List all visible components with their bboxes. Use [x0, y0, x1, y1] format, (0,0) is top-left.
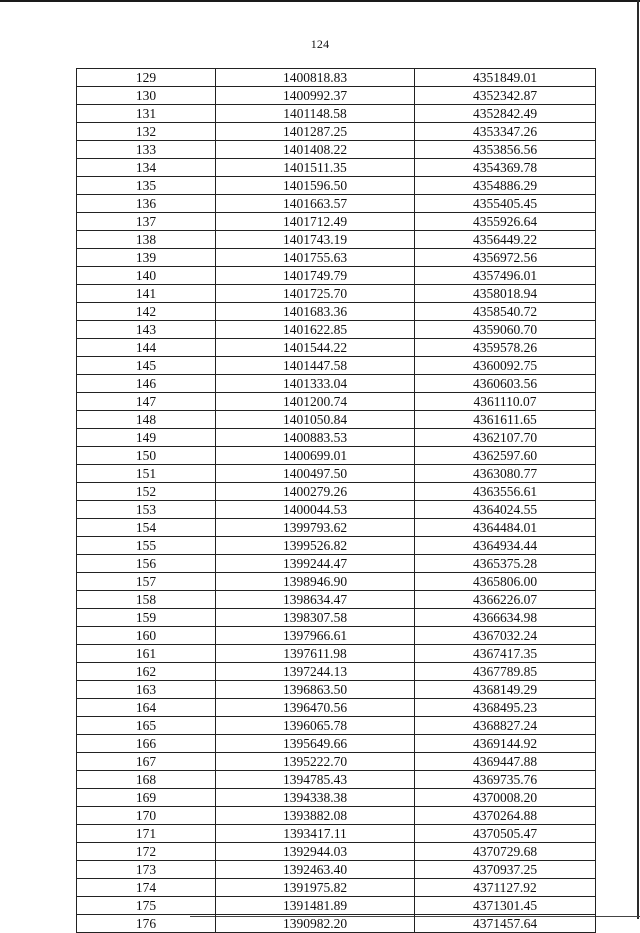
y-coordinate-cell: 4371457.64 [415, 915, 596, 933]
table-row [77, 609, 596, 627]
table-row [77, 213, 596, 231]
y-coordinate-cell: 4366226.07 [415, 591, 596, 609]
y-coordinate-cell: 4370264.88 [415, 807, 596, 825]
y-coordinate-cell: 4362597.60 [415, 447, 596, 465]
point-number-cell: 130 [77, 87, 216, 105]
y-coordinate-cell: 4367417.35 [415, 645, 596, 663]
x-coordinate-cell: 1401683.36 [216, 303, 415, 321]
x-coordinate-cell: 1401148.58 [216, 105, 415, 123]
scan-edge-top [0, 0, 640, 2]
x-coordinate-cell: 1398634.47 [216, 591, 415, 609]
table-row [77, 627, 596, 645]
y-coordinate-cell: 4358540.72 [415, 303, 596, 321]
table-row [77, 231, 596, 249]
table-row [77, 573, 596, 591]
y-coordinate-cell: 4367789.85 [415, 663, 596, 681]
point-number-cell: 156 [77, 555, 216, 573]
table-row [77, 681, 596, 699]
y-coordinate-cell: 4360092.75 [415, 357, 596, 375]
table-row [77, 357, 596, 375]
table-row [77, 753, 596, 771]
x-coordinate-cell: 1392944.03 [216, 843, 415, 861]
y-coordinate-cell: 4363080.77 [415, 465, 596, 483]
x-coordinate-cell: 1401755.63 [216, 249, 415, 267]
point-number-cell: 159 [77, 609, 216, 627]
table-row [77, 915, 596, 933]
y-coordinate-cell: 4362107.70 [415, 429, 596, 447]
x-coordinate-cell: 1401200.74 [216, 393, 415, 411]
y-coordinate-cell: 4365375.28 [415, 555, 596, 573]
x-coordinate-cell: 1391481.89 [216, 897, 415, 915]
y-coordinate-cell: 4361611.65 [415, 411, 596, 429]
point-number-cell: 135 [77, 177, 216, 195]
point-number-cell: 149 [77, 429, 216, 447]
y-coordinate-cell: 4368149.29 [415, 681, 596, 699]
point-number-cell: 176 [77, 915, 216, 933]
point-number-cell: 171 [77, 825, 216, 843]
y-coordinate-cell: 4353347.26 [415, 123, 596, 141]
table-row [77, 195, 596, 213]
point-number-cell: 147 [77, 393, 216, 411]
table-row [77, 69, 596, 87]
x-coordinate-cell: 1396470.56 [216, 699, 415, 717]
scan-edge-right [637, 0, 639, 919]
y-coordinate-cell: 4364934.44 [415, 537, 596, 555]
table-row [77, 645, 596, 663]
x-coordinate-cell: 1397244.13 [216, 663, 415, 681]
point-number-cell: 134 [77, 159, 216, 177]
table-row [77, 771, 596, 789]
table-row [77, 843, 596, 861]
point-number-cell: 143 [77, 321, 216, 339]
table-row [77, 717, 596, 735]
point-number-cell: 172 [77, 843, 216, 861]
coordinates-table-body [77, 69, 596, 933]
table-row [77, 789, 596, 807]
x-coordinate-cell: 1394338.38 [216, 789, 415, 807]
point-number-cell: 158 [77, 591, 216, 609]
point-number-cell: 161 [77, 645, 216, 663]
table-row [77, 339, 596, 357]
point-number-cell: 144 [77, 339, 216, 357]
y-coordinate-cell: 4370505.47 [415, 825, 596, 843]
x-coordinate-cell: 1400699.01 [216, 447, 415, 465]
y-coordinate-cell: 4364024.55 [415, 501, 596, 519]
x-coordinate-cell: 1401749.79 [216, 267, 415, 285]
y-coordinate-cell: 4354369.78 [415, 159, 596, 177]
point-number-cell: 140 [77, 267, 216, 285]
point-number-cell: 141 [77, 285, 216, 303]
point-number-cell: 137 [77, 213, 216, 231]
x-coordinate-cell: 1400883.53 [216, 429, 415, 447]
table-row [77, 141, 596, 159]
x-coordinate-cell: 1401333.04 [216, 375, 415, 393]
table-row [77, 663, 596, 681]
table-row [77, 825, 596, 843]
point-number-cell: 167 [77, 753, 216, 771]
y-coordinate-cell: 4369144.92 [415, 735, 596, 753]
x-coordinate-cell: 1401447.58 [216, 357, 415, 375]
table-row [77, 465, 596, 483]
point-number-cell: 152 [77, 483, 216, 501]
x-coordinate-cell: 1396065.78 [216, 717, 415, 735]
table-row [77, 897, 596, 915]
table-row [77, 861, 596, 879]
y-coordinate-cell: 4368495.23 [415, 699, 596, 717]
x-coordinate-cell: 1391975.82 [216, 879, 415, 897]
x-coordinate-cell: 1401712.49 [216, 213, 415, 231]
y-coordinate-cell: 4364484.01 [415, 519, 596, 537]
table-row [77, 501, 596, 519]
y-coordinate-cell: 4371301.45 [415, 897, 596, 915]
x-coordinate-cell: 1400497.50 [216, 465, 415, 483]
table-row [77, 87, 596, 105]
x-coordinate-cell: 1395649.66 [216, 735, 415, 753]
table-row [77, 591, 596, 609]
y-coordinate-cell: 4359060.70 [415, 321, 596, 339]
x-coordinate-cell: 1399244.47 [216, 555, 415, 573]
y-coordinate-cell: 4369735.76 [415, 771, 596, 789]
page-number: 124 [310, 37, 330, 51]
y-coordinate-cell: 4355926.64 [415, 213, 596, 231]
x-coordinate-cell: 1399526.82 [216, 537, 415, 555]
table-row [77, 807, 596, 825]
x-coordinate-cell: 1394785.43 [216, 771, 415, 789]
y-coordinate-cell: 4365806.00 [415, 573, 596, 591]
y-coordinate-cell: 4352342.87 [415, 87, 596, 105]
x-coordinate-cell: 1401663.57 [216, 195, 415, 213]
x-coordinate-cell: 1393417.11 [216, 825, 415, 843]
x-coordinate-cell: 1397611.98 [216, 645, 415, 663]
x-coordinate-cell: 1401743.19 [216, 231, 415, 249]
point-number-cell: 175 [77, 897, 216, 915]
y-coordinate-cell: 4370937.25 [415, 861, 596, 879]
x-coordinate-cell: 1401596.50 [216, 177, 415, 195]
table-row [77, 105, 596, 123]
x-coordinate-cell: 1397966.61 [216, 627, 415, 645]
x-coordinate-cell: 1400279.26 [216, 483, 415, 501]
x-coordinate-cell: 1395222.70 [216, 753, 415, 771]
y-coordinate-cell: 4356972.56 [415, 249, 596, 267]
x-coordinate-cell: 1401050.84 [216, 411, 415, 429]
point-number-cell: 136 [77, 195, 216, 213]
point-number-cell: 174 [77, 879, 216, 897]
point-number-cell: 131 [77, 105, 216, 123]
table-row [77, 879, 596, 897]
y-coordinate-cell: 4360603.56 [415, 375, 596, 393]
table-row [77, 393, 596, 411]
point-number-cell: 146 [77, 375, 216, 393]
x-coordinate-cell: 1401511.35 [216, 159, 415, 177]
table-row [77, 123, 596, 141]
x-coordinate-cell: 1401622.85 [216, 321, 415, 339]
x-coordinate-cell: 1400992.37 [216, 87, 415, 105]
point-number-cell: 132 [77, 123, 216, 141]
point-number-cell: 168 [77, 771, 216, 789]
y-coordinate-cell: 4370729.68 [415, 843, 596, 861]
y-coordinate-cell: 4351849.01 [415, 69, 596, 87]
point-number-cell: 173 [77, 861, 216, 879]
point-number-cell: 169 [77, 789, 216, 807]
point-number-cell: 170 [77, 807, 216, 825]
x-coordinate-cell: 1398307.58 [216, 609, 415, 627]
table-row [77, 447, 596, 465]
table-row [77, 411, 596, 429]
table-row [77, 519, 596, 537]
table-row [77, 375, 596, 393]
y-coordinate-cell: 4370008.20 [415, 789, 596, 807]
x-coordinate-cell: 1392463.40 [216, 861, 415, 879]
table-row [77, 159, 596, 177]
y-coordinate-cell: 4368827.24 [415, 717, 596, 735]
x-coordinate-cell: 1401544.22 [216, 339, 415, 357]
point-number-cell: 142 [77, 303, 216, 321]
point-number-cell: 129 [77, 69, 216, 87]
y-coordinate-cell: 4366634.98 [415, 609, 596, 627]
y-coordinate-cell: 4359578.26 [415, 339, 596, 357]
point-number-cell: 155 [77, 537, 216, 555]
table-row [77, 537, 596, 555]
y-coordinate-cell: 4357496.01 [415, 267, 596, 285]
table-row [77, 735, 596, 753]
point-number-cell: 160 [77, 627, 216, 645]
table-row [77, 321, 596, 339]
y-coordinate-cell: 4353856.56 [415, 141, 596, 159]
y-coordinate-cell: 4352842.49 [415, 105, 596, 123]
point-number-cell: 162 [77, 663, 216, 681]
x-coordinate-cell: 1390982.20 [216, 915, 415, 933]
point-number-cell: 148 [77, 411, 216, 429]
y-coordinate-cell: 4356449.22 [415, 231, 596, 249]
y-coordinate-cell: 4363556.61 [415, 483, 596, 501]
point-number-cell: 164 [77, 699, 216, 717]
table-row [77, 285, 596, 303]
table-row [77, 177, 596, 195]
y-coordinate-cell: 4367032.24 [415, 627, 596, 645]
x-coordinate-cell: 1393882.08 [216, 807, 415, 825]
y-coordinate-cell: 4354886.29 [415, 177, 596, 195]
x-coordinate-cell: 1400818.83 [216, 69, 415, 87]
point-number-cell: 138 [77, 231, 216, 249]
point-number-cell: 165 [77, 717, 216, 735]
y-coordinate-cell: 4355405.45 [415, 195, 596, 213]
y-coordinate-cell: 4358018.94 [415, 285, 596, 303]
table-row [77, 429, 596, 447]
x-coordinate-cell: 1401725.70 [216, 285, 415, 303]
table-row [77, 555, 596, 573]
table-row [77, 249, 596, 267]
y-coordinate-cell: 4371127.92 [415, 879, 596, 897]
point-number-cell: 154 [77, 519, 216, 537]
x-coordinate-cell: 1396863.50 [216, 681, 415, 699]
table-row [77, 267, 596, 285]
x-coordinate-cell: 1401408.22 [216, 141, 415, 159]
point-number-cell: 139 [77, 249, 216, 267]
x-coordinate-cell: 1399793.62 [216, 519, 415, 537]
x-coordinate-cell: 1400044.53 [216, 501, 415, 519]
point-number-cell: 150 [77, 447, 216, 465]
table-row [77, 483, 596, 501]
point-number-cell: 166 [77, 735, 216, 753]
x-coordinate-cell: 1398946.90 [216, 573, 415, 591]
point-number-cell: 151 [77, 465, 216, 483]
point-number-cell: 163 [77, 681, 216, 699]
x-coordinate-cell: 1401287.25 [216, 123, 415, 141]
coordinates-table [76, 68, 596, 933]
y-coordinate-cell: 4369447.88 [415, 753, 596, 771]
point-number-cell: 133 [77, 141, 216, 159]
y-coordinate-cell: 4361110.07 [415, 393, 596, 411]
table-row [77, 303, 596, 321]
point-number-cell: 153 [77, 501, 216, 519]
point-number-cell: 157 [77, 573, 216, 591]
table-row [77, 699, 596, 717]
point-number-cell: 145 [77, 357, 216, 375]
